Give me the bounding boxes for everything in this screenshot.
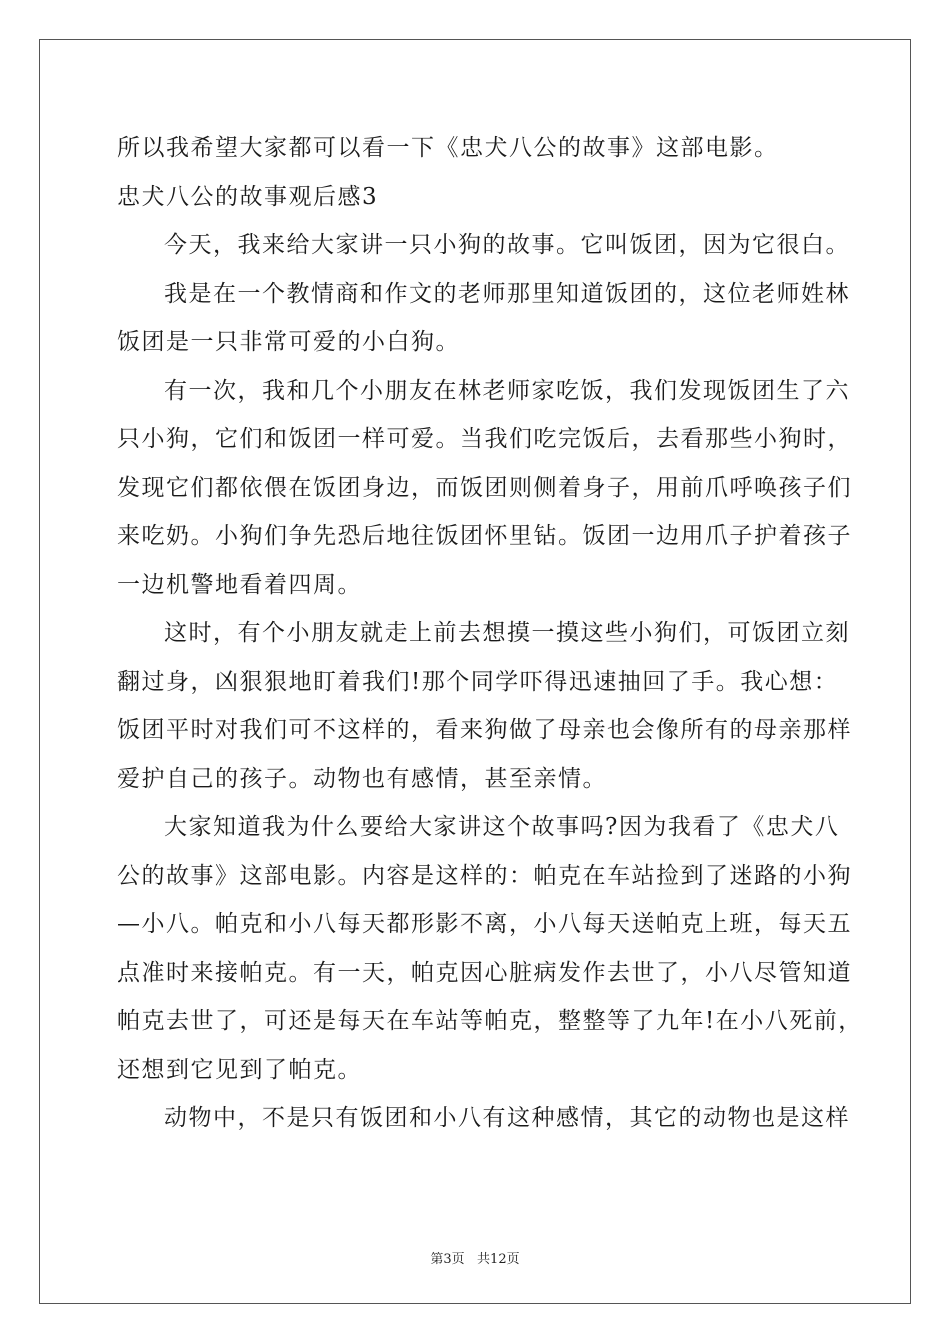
paragraph-start: 今天，我来给大家讲一只小狗的故事。它叫饭团，因为它很白。 — [164, 232, 850, 258]
text-line: 爱护自己的孩子。动物也有感情，甚至亲情。 — [117, 765, 607, 792]
text-line: 一边机警地看着四周。 — [117, 571, 362, 598]
paragraph-start: 这时，有个小朋友就走上前去想摸一摸这些小狗们，可饭团立刻 — [164, 620, 850, 646]
text-line: 只小狗，它们和饭团一样可爱。当我们吃完饭后，去看那些小狗时， — [117, 426, 852, 452]
paragraph-start: 有一次，我和几个小朋友在林老师家吃饭，我们发现饭团生了六 — [164, 377, 850, 404]
text-line: 帕克去世了，可还是每天在车站等帕克，整整等了九年!在小八死前， — [117, 1008, 863, 1034]
text-line: 公的故事》这部电影。内容是这样的：帕克在车站捡到了迷路的小狗 — [117, 862, 852, 889]
page-number: 第3页 共12页 — [430, 1252, 520, 1267]
text-line: 点准时来接帕克。有一天，帕克因心脏病发作去世了，小八尽管知道 — [117, 959, 852, 986]
text-line: 饭团是一只非常可爱的小白狗。 — [117, 329, 460, 355]
paragraph-start: 大家知道我为什么要给大家讲这个故事吗?因为我看了《忠犬八 — [164, 814, 840, 840]
paragraph-start: 我是在一个教情商和作文的老师那里知道饭团的，这位老师姓林 — [164, 280, 850, 307]
text-line: 还想到它见到了帕克。 — [117, 1056, 362, 1083]
text-line: 饭团平时对我们可不这样的，看来狗做了母亲也会像所有的母亲那样 — [117, 717, 852, 743]
text-line: 翻过身，凶狠狠地盯着我们!那个同学吓得迅速抽回了手。我心想： — [117, 668, 839, 695]
text-line: 所以我希望大家都可以看一下《忠犬八公的故事》这部电影。 — [117, 135, 779, 161]
text-line: 发现它们都依偎在饭团身边，而饭团则侧着身子，用前爪呼唤孩子们 — [117, 474, 852, 501]
text-line: —小八。帕克和小八每天都形影不离，小八每天送帕克上班，每天五 — [117, 911, 852, 937]
section-title: 忠犬八公的故事观后感3 — [117, 183, 379, 210]
document-body — [117, 124, 863, 1143]
paragraph-start: 动物中，不是只有饭团和小八有这种感情，其它的动物也是这样 — [164, 1105, 850, 1131]
text-line: 来吃奶。小狗们争先恐后地往饭团怀里钻。饭团一边用爪子护着孩子 — [117, 523, 852, 549]
